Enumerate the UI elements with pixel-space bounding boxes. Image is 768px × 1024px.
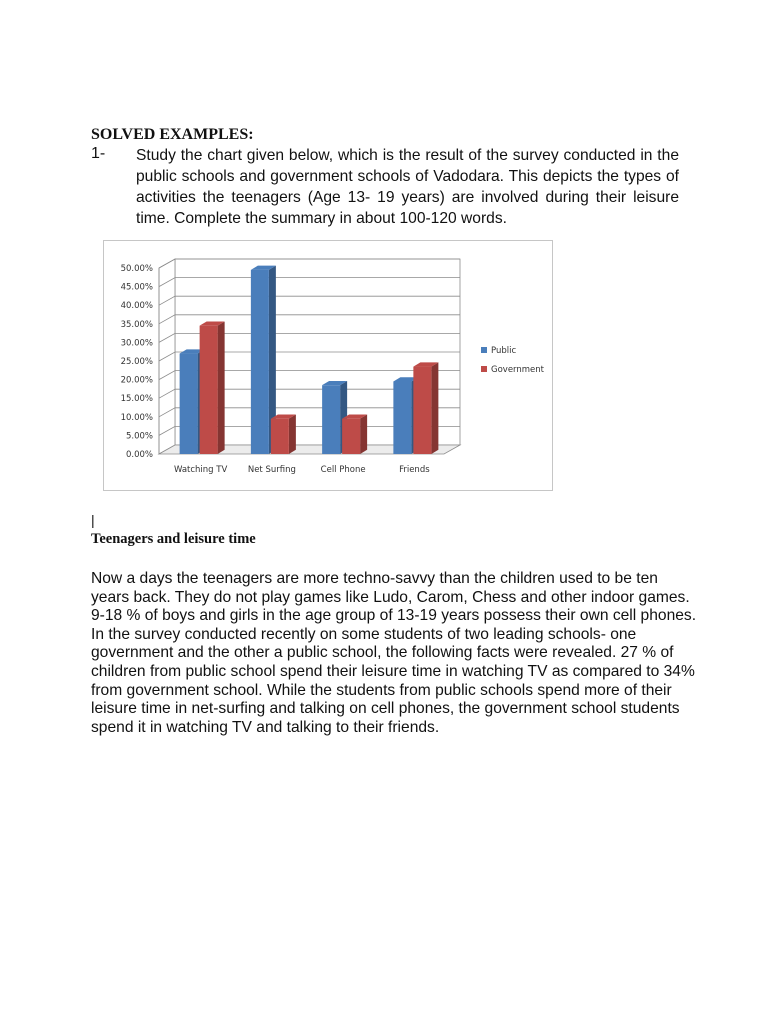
- bar-side-government: [360, 414, 367, 454]
- bar-side-government: [218, 321, 225, 454]
- bar-public: [393, 381, 411, 454]
- y-tick-label: 0.00%: [125, 450, 153, 460]
- y-tick-label: 45.00%: [120, 282, 153, 293]
- subheading: Teenagers and leisure time: [91, 531, 256, 547]
- summary-line: In the survey conducted recently on some students of two leading schools- one: [91, 625, 637, 643]
- y-tick-label: 30.00%: [120, 338, 153, 349]
- summary-line: from government school. While the students from public schools spend more of their: [91, 681, 672, 699]
- y-tick-label: 25.00%: [120, 357, 153, 367]
- bar-side-government: [431, 362, 438, 454]
- bar-public: [322, 385, 340, 454]
- summary-line: years back. They do not play games like Ludo, Carom, Chess and other indoor games.: [91, 588, 690, 606]
- legend-swatch-government: [481, 366, 487, 372]
- chart-frame: [103, 240, 553, 491]
- bar-public: [251, 270, 269, 454]
- bar-government: [342, 419, 360, 454]
- bar-government: [413, 367, 431, 454]
- legend-label-government: Government: [491, 365, 545, 375]
- summary-paragraph: [91, 570, 697, 737]
- x-category-label: Net Surfing: [247, 465, 296, 475]
- summary-line: government and the other a public school, the following facts were revealed. 27 % of: [91, 644, 674, 662]
- y-tick-label: 35.00%: [120, 319, 153, 330]
- x-category-label: Friends: [399, 465, 430, 475]
- legend-label-public: Public: [491, 346, 517, 356]
- x-category-label: Cell Phone: [320, 465, 366, 475]
- y-tick-label: 15.00%: [120, 394, 153, 405]
- y-tick-label: 5.00%: [125, 431, 153, 442]
- bar-side-government: [289, 414, 296, 454]
- summary-line: children from public school spend their leisure time in watching TV as compared to 34%: [91, 662, 695, 680]
- section-heading: SOLVED EXAMPLES:: [91, 126, 254, 143]
- bar-government: [271, 419, 289, 454]
- x-category-label: Watching TV: [173, 465, 228, 475]
- summary-line: spend it in watching TV and talking to their friends.: [91, 718, 440, 736]
- y-tick-label: 10.00%: [120, 412, 153, 423]
- bar-public: [180, 354, 198, 454]
- caret-mark: |: [91, 512, 95, 528]
- legend-swatch-public: [481, 347, 487, 353]
- y-tick-label: 20.00%: [120, 375, 153, 386]
- summary-line: 9-18 % of boys and girls in the age group of 13-19 years possess their own cell phones.: [91, 607, 697, 625]
- bar-chart: [104, 241, 552, 490]
- summary-line: leisure time in net-surfing and talking on cell phones, the government school students: [91, 700, 680, 718]
- question-number: 1-: [91, 145, 106, 162]
- bar-government: [200, 326, 218, 454]
- summary-line: Now a days the teenagers are more techno-savvy than the children used to be ten: [91, 570, 658, 587]
- y-tick-label: 50.00%: [120, 264, 153, 274]
- y-tick-label: 40.00%: [120, 301, 153, 312]
- question-text: Study the chart given below, which is the result of the survey conducted in the public schools and government schools of Vadodara. This depicts the types of activities the teenagers (Age 13- 19 years) are involved during their leisure time. Complete the summary in about 100-120 words.: [136, 147, 679, 227]
